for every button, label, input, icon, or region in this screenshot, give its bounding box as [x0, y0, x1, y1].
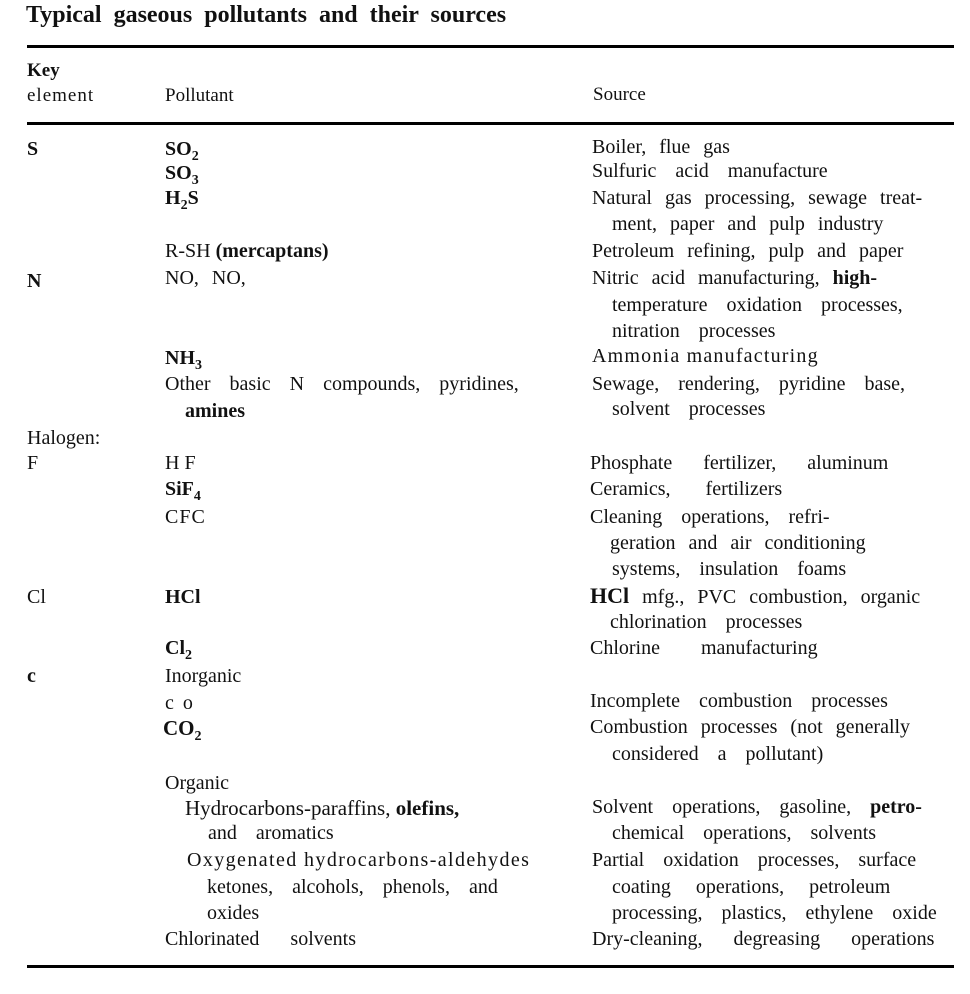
pollutant-hf: H F	[165, 452, 196, 474]
source-hcl-2: chlorination processes	[610, 611, 803, 633]
header-rule	[27, 122, 954, 125]
header-source: Source	[593, 84, 646, 105]
pollutant-h2s: $H_2S$	[165, 187, 199, 213]
element-f: F	[27, 452, 39, 474]
pollutant-so3: $SO_3$	[165, 162, 199, 188]
source-nox-2: temperature oxidation processes,	[612, 294, 903, 316]
source-other-n-1: Sewage, rendering, pyridine base,	[592, 373, 906, 395]
pollutant-nox: NO, NO,	[165, 267, 246, 289]
pollutant-organic: Organic	[165, 772, 230, 794]
bottom-rule	[27, 965, 954, 968]
pollutant-sif4: SiF$_4$	[165, 478, 201, 504]
element-c: c	[27, 665, 36, 687]
source-hydrocarbons-2: chemical operations, solvents	[612, 822, 877, 844]
pollutant-so2: $SO_2$	[165, 138, 199, 164]
pollutant-oxygenated-1: Oxygenated hydrocarbons-aldehydes	[187, 849, 531, 871]
pollutant-inorganic: Inorganic	[165, 665, 242, 687]
table-title: Typical gaseous pollutants and their sources	[26, 2, 507, 28]
source-nh3: Ammonia manufacturing	[592, 345, 819, 367]
source-hf: Phosphate fertilizer, aluminum	[590, 452, 889, 474]
pollutant-hcl: HCl	[165, 586, 201, 608]
pollutant-hydrocarbons-2: and aromatics	[208, 822, 334, 844]
source-co2-1: Combustion processes (not generally	[590, 716, 911, 738]
source-nox-3: nitration processes	[612, 320, 776, 342]
source-rsh: Petroleum refining, pulp and paper	[592, 240, 904, 262]
source-cfc-3: systems, insulation foams	[612, 558, 847, 580]
header-pollutant: Pollutant	[165, 85, 234, 106]
pollutant-rsh: R-SH (mercaptans)	[165, 240, 329, 262]
header-key: Key	[27, 60, 60, 81]
source-other-n-2: solvent processes	[612, 398, 766, 420]
pollutant-cl2: $Cl_2$	[165, 637, 192, 663]
source-oxygenated-2: coating operations, petroleum	[612, 876, 891, 898]
source-h2s-1: Natural gas processing, sewage treat-	[592, 187, 923, 209]
top-rule	[27, 45, 954, 48]
source-cfc-1: Cleaning operations, refri-	[590, 506, 830, 528]
source-nox-1: Nitric acid manufacturing, high-	[592, 267, 878, 289]
source-hcl-1: HCl mfg., PVC combustion, organic	[590, 583, 921, 608]
element-n: N	[27, 270, 42, 292]
source-so2: Boiler, flue gas	[592, 136, 730, 158]
header-element: element	[27, 85, 95, 106]
source-sif4: Ceramics, fertilizers	[590, 478, 783, 500]
source-co2-2: considered a pollutant)	[612, 743, 824, 765]
pollutant-nh3: $NH_3$	[165, 347, 202, 373]
pollutant-oxygenated-2: ketones, alcohols, phenols, and	[207, 876, 498, 898]
pollutant-chlorinated: Chlorinated solvents	[165, 928, 356, 950]
element-halogen: Halogen:	[27, 427, 101, 449]
source-co: Incomplete combustion processes	[590, 690, 888, 712]
element-s: S	[27, 138, 39, 160]
pollutant-other-n-1: Other basic N compounds, pyridines,	[165, 373, 519, 395]
source-hydrocarbons-1: Solvent operations, gasoline, petro-	[592, 796, 922, 818]
source-so3: Sulfuric acid manufacture	[592, 160, 828, 182]
pollutant-hydrocarbons-1: Hydrocarbons-paraffins, olefins,	[185, 796, 460, 820]
pollutant-co2: $CO_2$	[163, 716, 202, 744]
pollutant-other-n-2: amines	[185, 400, 245, 422]
source-cl2: Chlorine manufacturing	[590, 637, 818, 659]
pollutant-co: c o	[165, 692, 195, 714]
source-cfc-2: geration and air conditioning	[610, 532, 866, 554]
pollutant-cfc: CFC	[165, 506, 206, 528]
pollutant-oxygenated-3: oxides	[207, 902, 260, 924]
source-oxygenated-3: processing, plastics, ethylene oxide	[612, 902, 937, 924]
source-oxygenated-1: Partial oxidation processes, surface	[592, 849, 917, 871]
element-cl: Cl	[27, 586, 46, 608]
source-chlorinated: Dry-cleaning, degreasing operations	[592, 928, 935, 950]
source-h2s-2: ment, paper and pulp industry	[612, 213, 884, 235]
